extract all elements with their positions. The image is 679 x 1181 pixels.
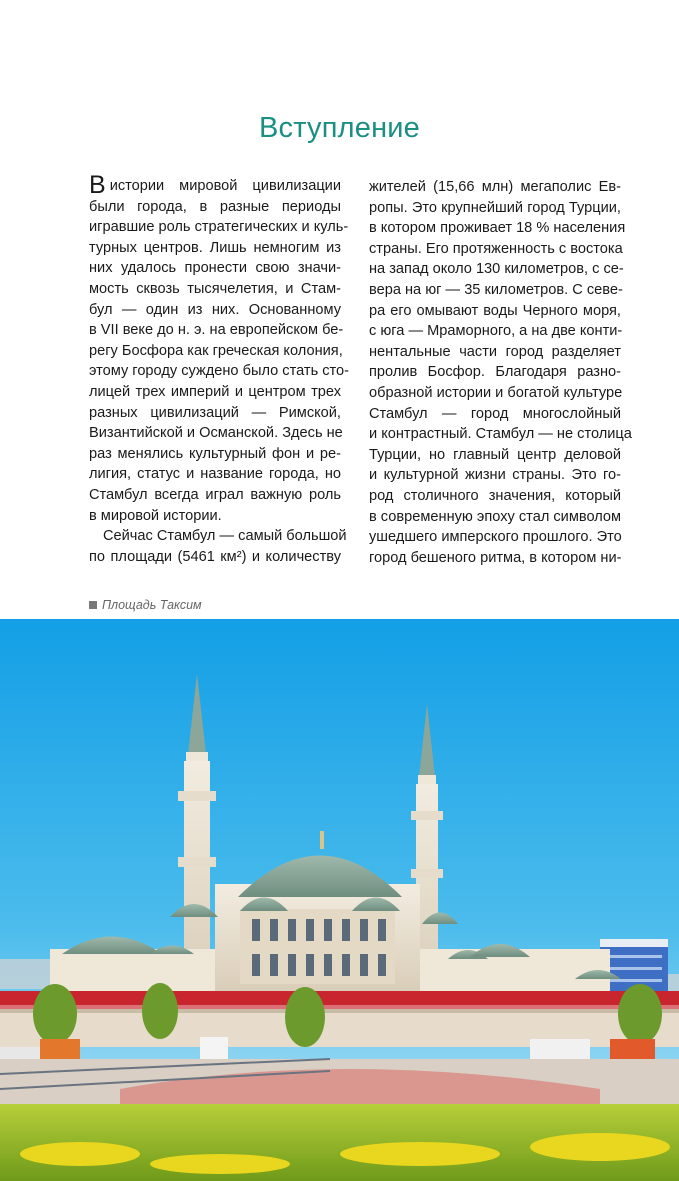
text-line [89, 423, 341, 444]
text-line [89, 485, 341, 506]
text-line-content: бул — один из них. Основанному [89, 301, 341, 318]
text-line-content: мость сквозь тысячелетия, и Стам- [89, 280, 341, 297]
taksim-mosque-photo [0, 619, 679, 1181]
text-line [89, 526, 347, 547]
text-line [369, 280, 621, 301]
text-line-content: регу Босфора как греческая колония, [89, 342, 343, 359]
text-line-content: игравшие роль стратегических и куль- [89, 219, 349, 236]
text-line [369, 218, 626, 239]
text-line [369, 527, 621, 548]
text-line-content: вера на юг — 35 километров. С севе- [369, 281, 623, 298]
text-line [89, 361, 350, 382]
text-line [89, 403, 341, 424]
text-line-content: раз менялись культурный фон и ре- [89, 445, 341, 462]
text-line-content: в котором проживает 18 % населения [369, 220, 626, 237]
text-line [89, 320, 344, 341]
text-line [369, 198, 621, 219]
text-line [369, 301, 621, 322]
text-line [89, 382, 341, 403]
drop-cap: В [89, 171, 106, 199]
text-line-content: в современную эпоху стал символом [369, 508, 622, 525]
page-title: Вступление [258, 112, 421, 144]
text-line-content: них удалось пронести свою значи- [89, 260, 341, 277]
text-line [369, 465, 621, 486]
text-line [89, 197, 341, 218]
text-line [369, 486, 621, 507]
text-line-content: ропы. Это крупнейший город Турции, [369, 199, 621, 216]
text-line [89, 464, 341, 485]
text-line-content: были города, в разные периоды [89, 198, 341, 215]
text-line [89, 341, 341, 362]
text-line [369, 404, 621, 425]
text-line-content: турных центров. Лишь немногим из [89, 239, 341, 256]
text-line [89, 300, 341, 321]
text-line-content: истории мировой цивилизации [109, 178, 341, 194]
text-line-content: и культурной жизни страны. Это го- [369, 467, 621, 484]
text-line-content: этому городу суждено было стать сто- [89, 363, 350, 380]
text-line [369, 424, 632, 445]
text-line [369, 239, 621, 260]
text-line-content: страны. Его протяженность с востока [369, 240, 623, 257]
text-line [369, 548, 621, 569]
text-line [369, 507, 621, 528]
text-column-right [369, 177, 632, 568]
text-line [369, 259, 624, 280]
text-line-content: Турции, но главный центр деловой [369, 446, 621, 463]
text-line-content: лицей трех империй и центром трех [89, 383, 341, 400]
text-line-content: жителей (15,66 млн) мегаполис Ев- [369, 179, 621, 195]
text-line-content: нентальные части город разделяет [369, 343, 621, 360]
text-line [369, 445, 621, 466]
text-line-content: ра его омывают воды Черного моря, [369, 302, 621, 319]
text-line-content: с юга — Мраморного, а на две конти- [369, 323, 623, 340]
text-line [89, 444, 341, 465]
text-column-left [89, 171, 350, 567]
text-line [369, 362, 621, 383]
text-line-content: пролив Босфор. Благодаря разно- [369, 364, 621, 381]
text-line [89, 238, 341, 259]
text-line-content: род столичного значения, который [369, 487, 621, 504]
text-line [89, 258, 341, 279]
text-line-content: в мировой истории. [89, 507, 222, 524]
text-line-content: и контрастный. Стамбул — не столица [369, 426, 632, 443]
text-line-content: Византийской и Османской. Здесь не [89, 425, 343, 442]
text-line-content: по площади (5461 км²) и количеству [89, 548, 341, 565]
caption-text: Площадь Таксим [102, 598, 202, 612]
text-line [369, 177, 621, 198]
text-line [369, 321, 621, 342]
text-line-content: Стамбул — город многослойный [369, 405, 621, 422]
text-line-content: лигия, статус и название города, но [89, 466, 341, 483]
text-line-content: город бешеного ритма, в котором ни- [369, 549, 622, 566]
text-line-content: Сейчас Стамбул — самый большой [103, 528, 347, 545]
text-line [369, 342, 621, 363]
text-line [89, 171, 341, 199]
text-line [89, 506, 341, 527]
text-line [369, 383, 621, 404]
text-line-content: в VII веке до н. э. на европейском бе- [89, 322, 344, 339]
text-line [89, 279, 341, 300]
caption-square-icon [89, 601, 97, 609]
text-line-content: ушедшего имперского прошлого. Это [369, 529, 622, 546]
text-line-content: разных цивилизаций — Римской, [89, 404, 341, 421]
text-line-content: образной истории и богатой культуре [369, 384, 623, 401]
text-line [89, 217, 349, 238]
text-line-content: Стамбул всегда играл важную роль [89, 486, 341, 503]
text-line [89, 547, 341, 568]
photo-caption [89, 598, 202, 612]
text-line-content: на запад около 130 километров, с се- [369, 261, 624, 278]
